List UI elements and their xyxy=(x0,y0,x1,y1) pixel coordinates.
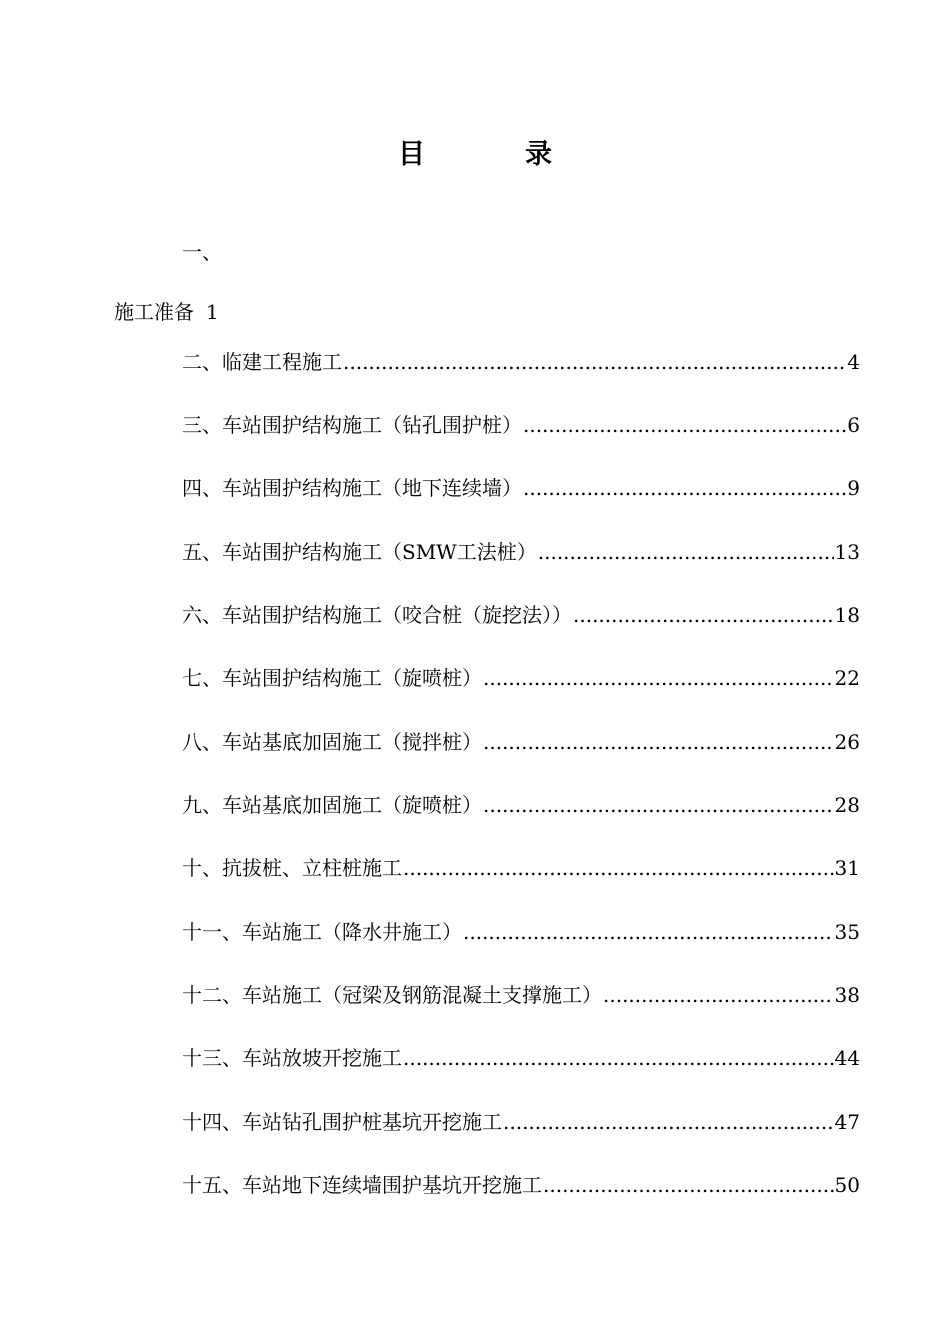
toc-entry-label: 十、抗拔桩、立柱桩施工 xyxy=(182,856,402,880)
toc-entry-1-label: 施工准备 xyxy=(114,300,194,324)
toc-title-char-1: 目 xyxy=(398,139,425,170)
toc-leader-dots xyxy=(503,1108,834,1136)
toc-entry xyxy=(182,348,860,376)
toc-entry-page: 4 xyxy=(847,350,860,374)
toc-entry-page: 44 xyxy=(834,1046,860,1070)
toc-leader-dots xyxy=(538,538,834,566)
toc-entry xyxy=(182,981,860,1009)
toc-leader-dots xyxy=(523,411,846,439)
toc-entry-label: 四、车站围护结构施工（地下连续墙） xyxy=(182,476,522,500)
toc-entry-1-page: 1 xyxy=(206,300,219,324)
toc-title xyxy=(0,132,950,171)
toc-entry xyxy=(182,728,860,756)
toc-entry-label: 七、车站围护结构施工（旋喷桩） xyxy=(182,666,482,690)
toc-leader-dots xyxy=(463,918,834,946)
toc-entry-label: 九、车站基底加固施工（旋喷桩） xyxy=(182,793,482,817)
toc-title-char-2: 录 xyxy=(525,139,552,170)
toc-entry xyxy=(182,664,860,692)
toc-leader-dots xyxy=(483,791,834,819)
toc-leader-dots xyxy=(543,1171,834,1199)
toc-entry-page: 6 xyxy=(847,413,860,437)
toc-entry xyxy=(182,1171,860,1199)
toc-leader-dots xyxy=(483,664,834,692)
toc-entry-label: 三、车站围护结构施工（钻孔围护桩） xyxy=(182,413,522,437)
toc-entry-page: 47 xyxy=(834,1110,860,1134)
toc-entry-1-number: 一、 xyxy=(182,240,222,264)
toc-entry-1 xyxy=(114,298,219,326)
toc-entry-label: 二、临建工程施工 xyxy=(182,350,342,374)
toc-entry xyxy=(182,918,860,946)
toc-entry xyxy=(182,854,860,882)
toc-entry xyxy=(182,791,860,819)
toc-entry-label: 八、车站基底加固施工（搅拌桩） xyxy=(182,730,482,754)
toc-leader-dots xyxy=(603,981,834,1009)
toc-entry-page: 26 xyxy=(834,730,860,754)
toc-entry-page: 31 xyxy=(834,856,860,880)
toc-leader-dots xyxy=(403,1044,834,1072)
toc-entry-label: 十一、车站施工（降水井施工） xyxy=(182,920,462,944)
toc-entry xyxy=(182,538,860,566)
toc-entry-page: 18 xyxy=(834,603,860,627)
toc-entry-label: 五、车站围护结构施工（SMW工法桩） xyxy=(182,540,537,564)
toc-entry-page: 38 xyxy=(834,983,860,1007)
toc-entry-page: 13 xyxy=(834,540,860,564)
toc-entry-page: 50 xyxy=(834,1173,860,1197)
toc-entry xyxy=(182,474,860,502)
toc-leader-dots xyxy=(523,474,846,502)
toc-entry-label: 十二、车站施工（冠梁及钢筋混凝土支撑施工） xyxy=(182,983,602,1007)
toc-entry-page: 28 xyxy=(834,793,860,817)
toc-entry xyxy=(182,411,860,439)
toc-leader-dots xyxy=(573,601,834,629)
toc-entry-page: 35 xyxy=(834,920,860,944)
toc-entry-label: 十四、车站钻孔围护桩基坑开挖施工 xyxy=(182,1110,502,1134)
toc-entry-label: 十三、车站放坡开挖施工 xyxy=(182,1046,402,1070)
toc-entry-label: 六、车站围护结构施工（咬合桩（旋挖法）） xyxy=(182,603,572,627)
toc-entry-label: 十五、车站地下连续墙围护基坑开挖施工 xyxy=(182,1173,542,1197)
toc-entry xyxy=(182,1108,860,1136)
toc-entry xyxy=(182,601,860,629)
toc-entry-page: 9 xyxy=(847,476,860,500)
toc-entry-page: 22 xyxy=(834,666,860,690)
toc-leader-dots xyxy=(483,728,834,756)
toc-leader-dots xyxy=(343,348,846,376)
toc-entry xyxy=(182,1044,860,1072)
toc-leader-dots xyxy=(403,854,834,882)
